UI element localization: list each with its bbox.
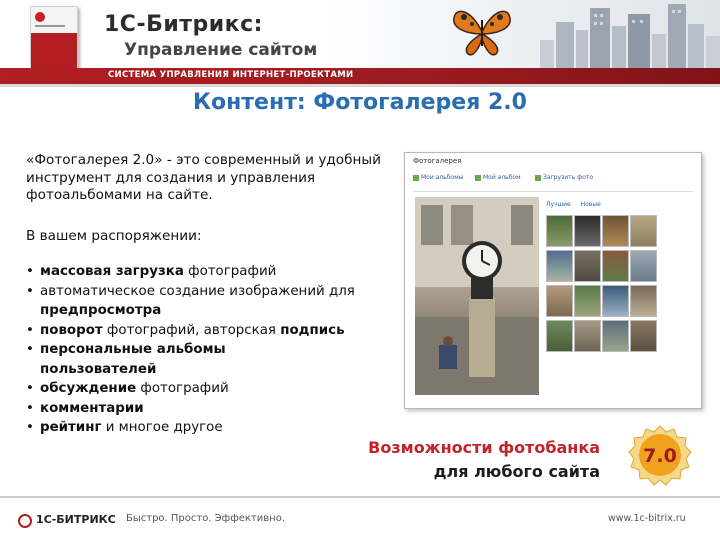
feature-item: • рейтинг и многое другое — [26, 418, 416, 438]
feature-item: • персональные альбомы пользователей — [26, 342, 226, 377]
bullet-icon: • — [26, 381, 34, 396]
bullet-icon: • — [26, 420, 34, 435]
footer-url: www.1c-bitrix.ru — [608, 513, 686, 524]
header — [0, 0, 720, 90]
feature-item: • автоматическое создание изображений для предпросмотра — [26, 283, 355, 318]
gallery-screenshot — [404, 152, 702, 409]
toolbar-my-album: Мой альбом — [475, 174, 521, 181]
clock-photo — [415, 197, 539, 395]
screenshot-title: Фотогалерея — [413, 157, 462, 165]
thumbnail — [574, 285, 601, 317]
brand-subtitle: Управление сайтом — [124, 40, 318, 60]
thumbnail — [546, 250, 573, 282]
thumbnail — [630, 215, 657, 247]
bitrix-logo-icon — [18, 514, 32, 528]
intro-text: «Фотогалерея 2.0» - это современный и удобный инструмент для создания и управления фотоальбомами на сайте. — [26, 152, 381, 203]
thumbnail — [630, 250, 657, 282]
toolbar-my-albums: Мои альбомы — [413, 174, 463, 181]
promo-text — [300, 436, 600, 484]
toolbar-upload: Загрузить фото — [535, 174, 593, 181]
thumbnail — [602, 285, 629, 317]
bullet-icon: • — [26, 283, 34, 299]
tab-best: Лучшие — [546, 201, 571, 208]
product-logo-icon — [35, 12, 45, 22]
clock-photo-scene — [415, 197, 539, 395]
thumbnail — [574, 215, 601, 247]
footer — [0, 500, 720, 540]
city-skyline-image — [540, 0, 720, 68]
bullet-icon: • — [26, 322, 34, 338]
thumbnail — [546, 320, 573, 352]
footer-brand: 1С-БИТРИКС — [36, 513, 116, 526]
thumbnail — [602, 250, 629, 282]
badge-text: 7.0 — [643, 445, 677, 467]
footer-slogan: Быстро. Просто. Эффективно. — [126, 513, 286, 524]
feature-item: • поворот фотографий, авторская подпись — [26, 321, 416, 341]
thumbnail — [546, 285, 573, 317]
bullet-icon: • — [26, 342, 34, 357]
thumbnail — [602, 215, 629, 247]
thumbnail — [574, 250, 601, 282]
tab-new: Новые — [580, 201, 601, 208]
footer-divider — [0, 496, 720, 498]
thumbnail — [602, 320, 629, 352]
feature-item: • массовая загрузка фотографий — [26, 262, 416, 282]
thumbnail — [574, 320, 601, 352]
feature-item: • обсуждение фотографий — [26, 379, 416, 399]
promo-line-1: Возможности фотобанка — [368, 438, 600, 457]
header-divider — [0, 84, 720, 87]
screenshot-toolbar — [413, 174, 693, 186]
promo-line-2: для любого сайта — [433, 462, 600, 481]
version-badge — [628, 424, 692, 486]
bullet-icon: • — [26, 264, 34, 279]
product-box-image — [30, 6, 78, 70]
slide-title: Контент: Фотогалерея 2.0 — [193, 90, 527, 115]
feature-item: • комментарии — [26, 399, 416, 419]
product-box-stripe — [31, 33, 77, 69]
header-red-bar — [0, 68, 720, 84]
thumbnail — [546, 215, 573, 247]
thumbnail — [630, 320, 657, 352]
available-heading: В вашем распоряжении: — [26, 228, 202, 244]
thumbnail — [630, 285, 657, 317]
feature-list — [26, 262, 416, 438]
bullet-icon: • — [26, 400, 34, 416]
butterfly-icon — [452, 4, 512, 58]
header-caption: СИСТЕМА УПРАВЛЕНИЯ ИНТЕРНЕТ-ПРОЕКТАМИ — [108, 70, 354, 80]
screenshot-tabs — [546, 201, 609, 208]
brand-title: 1С-Битрикс: — [104, 12, 263, 37]
